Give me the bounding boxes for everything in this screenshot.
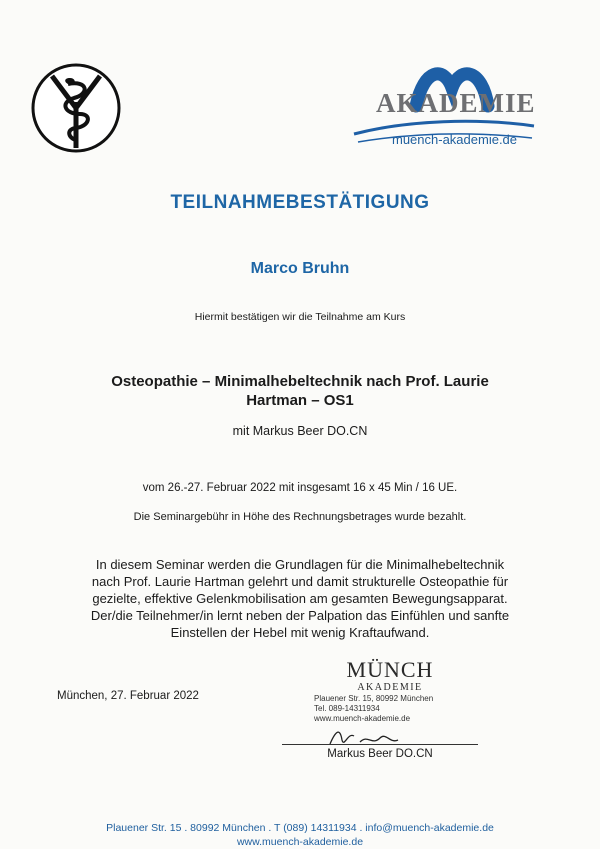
description-line: Der/die Teilnehmer/in lernt neben der Palpation das Einfühlen und sanfte	[90, 608, 510, 623]
logo-wordmark: AKADEMIE	[376, 88, 536, 118]
signature-line	[282, 744, 478, 745]
intro-text: Hiermit bestätigen wir die Teilnahme am Kurs	[194, 311, 406, 323]
stamp-brand: MÜNCH	[346, 657, 434, 682]
company-stamp	[300, 658, 480, 724]
footer-address: Plauener Str. 15 . 80992 München . T (089) 14311934 . info@muench-akademie.de	[106, 822, 494, 834]
course-title	[0, 372, 600, 410]
fee-note: Die Seminargebühr in Höhe des Rechnungsbetrages wurde bezahlt.	[133, 511, 467, 523]
akademie-logo	[348, 62, 538, 158]
instructor-text: mit Markus Beer DO.CN	[232, 424, 368, 438]
stamp-web: www.muench-akademie.de	[314, 714, 411, 723]
course-title-line: Hartman – OS1	[246, 392, 354, 409]
description-line: In diesem Seminar werden die Grundlagen für die Minimalhebeltechnik	[95, 557, 505, 572]
caduceus-icon	[30, 62, 122, 154]
stamp-phone: Tel. 089-14311934	[314, 704, 380, 713]
course-description	[60, 556, 540, 641]
stamp-address: Plauener Str. 15, 80992 München	[314, 694, 434, 703]
stamp-subtitle: AKADEMIE	[357, 682, 423, 693]
description-line: nach Prof. Laurie Hartman gelehrt und damit strukturelle Osteopathie für	[91, 574, 509, 589]
course-title-line: Osteopathie – Minimalhebeltechnik nach Prof. Laurie	[111, 373, 489, 390]
course-dates: vom 26.-27. Februar 2022 mit insgesamt 16 x 45 Min / 16 UE.	[142, 482, 458, 494]
logo-url: muench-akademie.de	[392, 132, 518, 147]
description-line: gezielte, effektive Gelenkmobilisation am gesamten Bewegungsapparat.	[92, 591, 508, 606]
place-date: München, 27. Februar 2022	[57, 690, 199, 702]
description-line: Einstellen der Hebel mit wenig Kraftaufwand.	[170, 625, 430, 640]
participant-name: Marco Bruhn	[250, 260, 350, 277]
signature-name: Markus Beer DO.CN	[327, 748, 433, 760]
certificate-title: TEILNAHMEBESTÄTIGUNG	[170, 192, 430, 213]
footer-website: www.muench-akademie.de	[236, 836, 364, 848]
